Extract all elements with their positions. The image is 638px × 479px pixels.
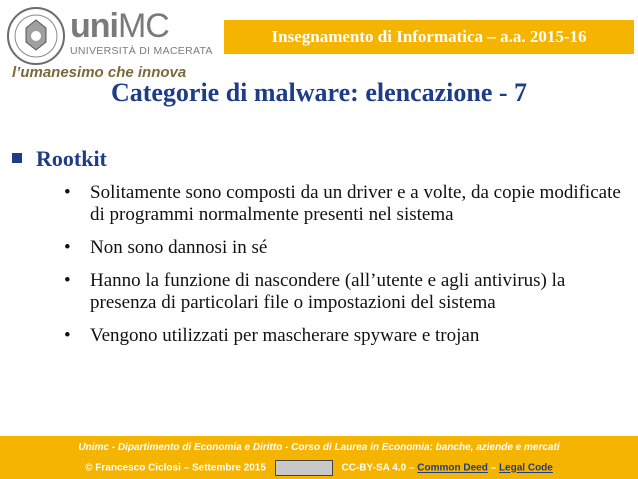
- section-heading: [12, 146, 107, 172]
- common-deed-link[interactable]: Common Deed: [417, 462, 488, 474]
- cc-by-sa-badge-icon: [275, 460, 333, 476]
- footer-license-line: [0, 460, 638, 476]
- list-item: • Solitamente sono composti da un driver e a volte, da copie modificate di programmi normalmente presenti nel sistema: [64, 182, 621, 225]
- logo-motto: l’umanesimo che innova: [12, 64, 187, 81]
- section-label: Rootkit: [36, 146, 107, 171]
- bullet-dot-icon: •: [64, 325, 71, 346]
- slide-title: Categorie di malware: elencazione - 7: [110, 78, 528, 107]
- footer-department: Unimc - Dipartimento di Economia e Diritto - Corso di Laurea in Economia: banche, aziende e mercati: [78, 442, 560, 453]
- university-seal-icon: [6, 6, 66, 66]
- logo-wordmark: uniMC: [70, 7, 169, 45]
- bullet-list: [64, 182, 624, 358]
- square-bullet-icon: [12, 153, 22, 163]
- bullet-dot-icon: •: [64, 270, 71, 291]
- footer-separator: –: [490, 462, 497, 474]
- list-item: • Vengono utilizzati per mascherare spyware e trojan: [64, 325, 480, 346]
- footer-author: © Francesco Ciclosi – Settembre 2015: [85, 462, 266, 474]
- footer: [0, 436, 638, 479]
- bullet-dot-icon: •: [64, 182, 71, 203]
- course-banner: Insegnamento di Informatica – a.a. 2015-16: [224, 20, 634, 54]
- list-item: • Non sono dannosi in sé: [64, 237, 268, 258]
- university-logo: [6, 6, 224, 81]
- list-item: • Hanno la funzione di nascondere (all’utente e agli antivirus) la presenza di particolari file o impostazioni del sistema: [64, 270, 566, 313]
- legal-code-link[interactable]: Legal Code: [498, 462, 553, 474]
- footer-license: CC-BY-SA 4.0 –: [341, 462, 415, 474]
- bullet-dot-icon: •: [64, 237, 71, 258]
- logo-university-name: UNIVERSITÀ DI MACERATA: [70, 45, 213, 57]
